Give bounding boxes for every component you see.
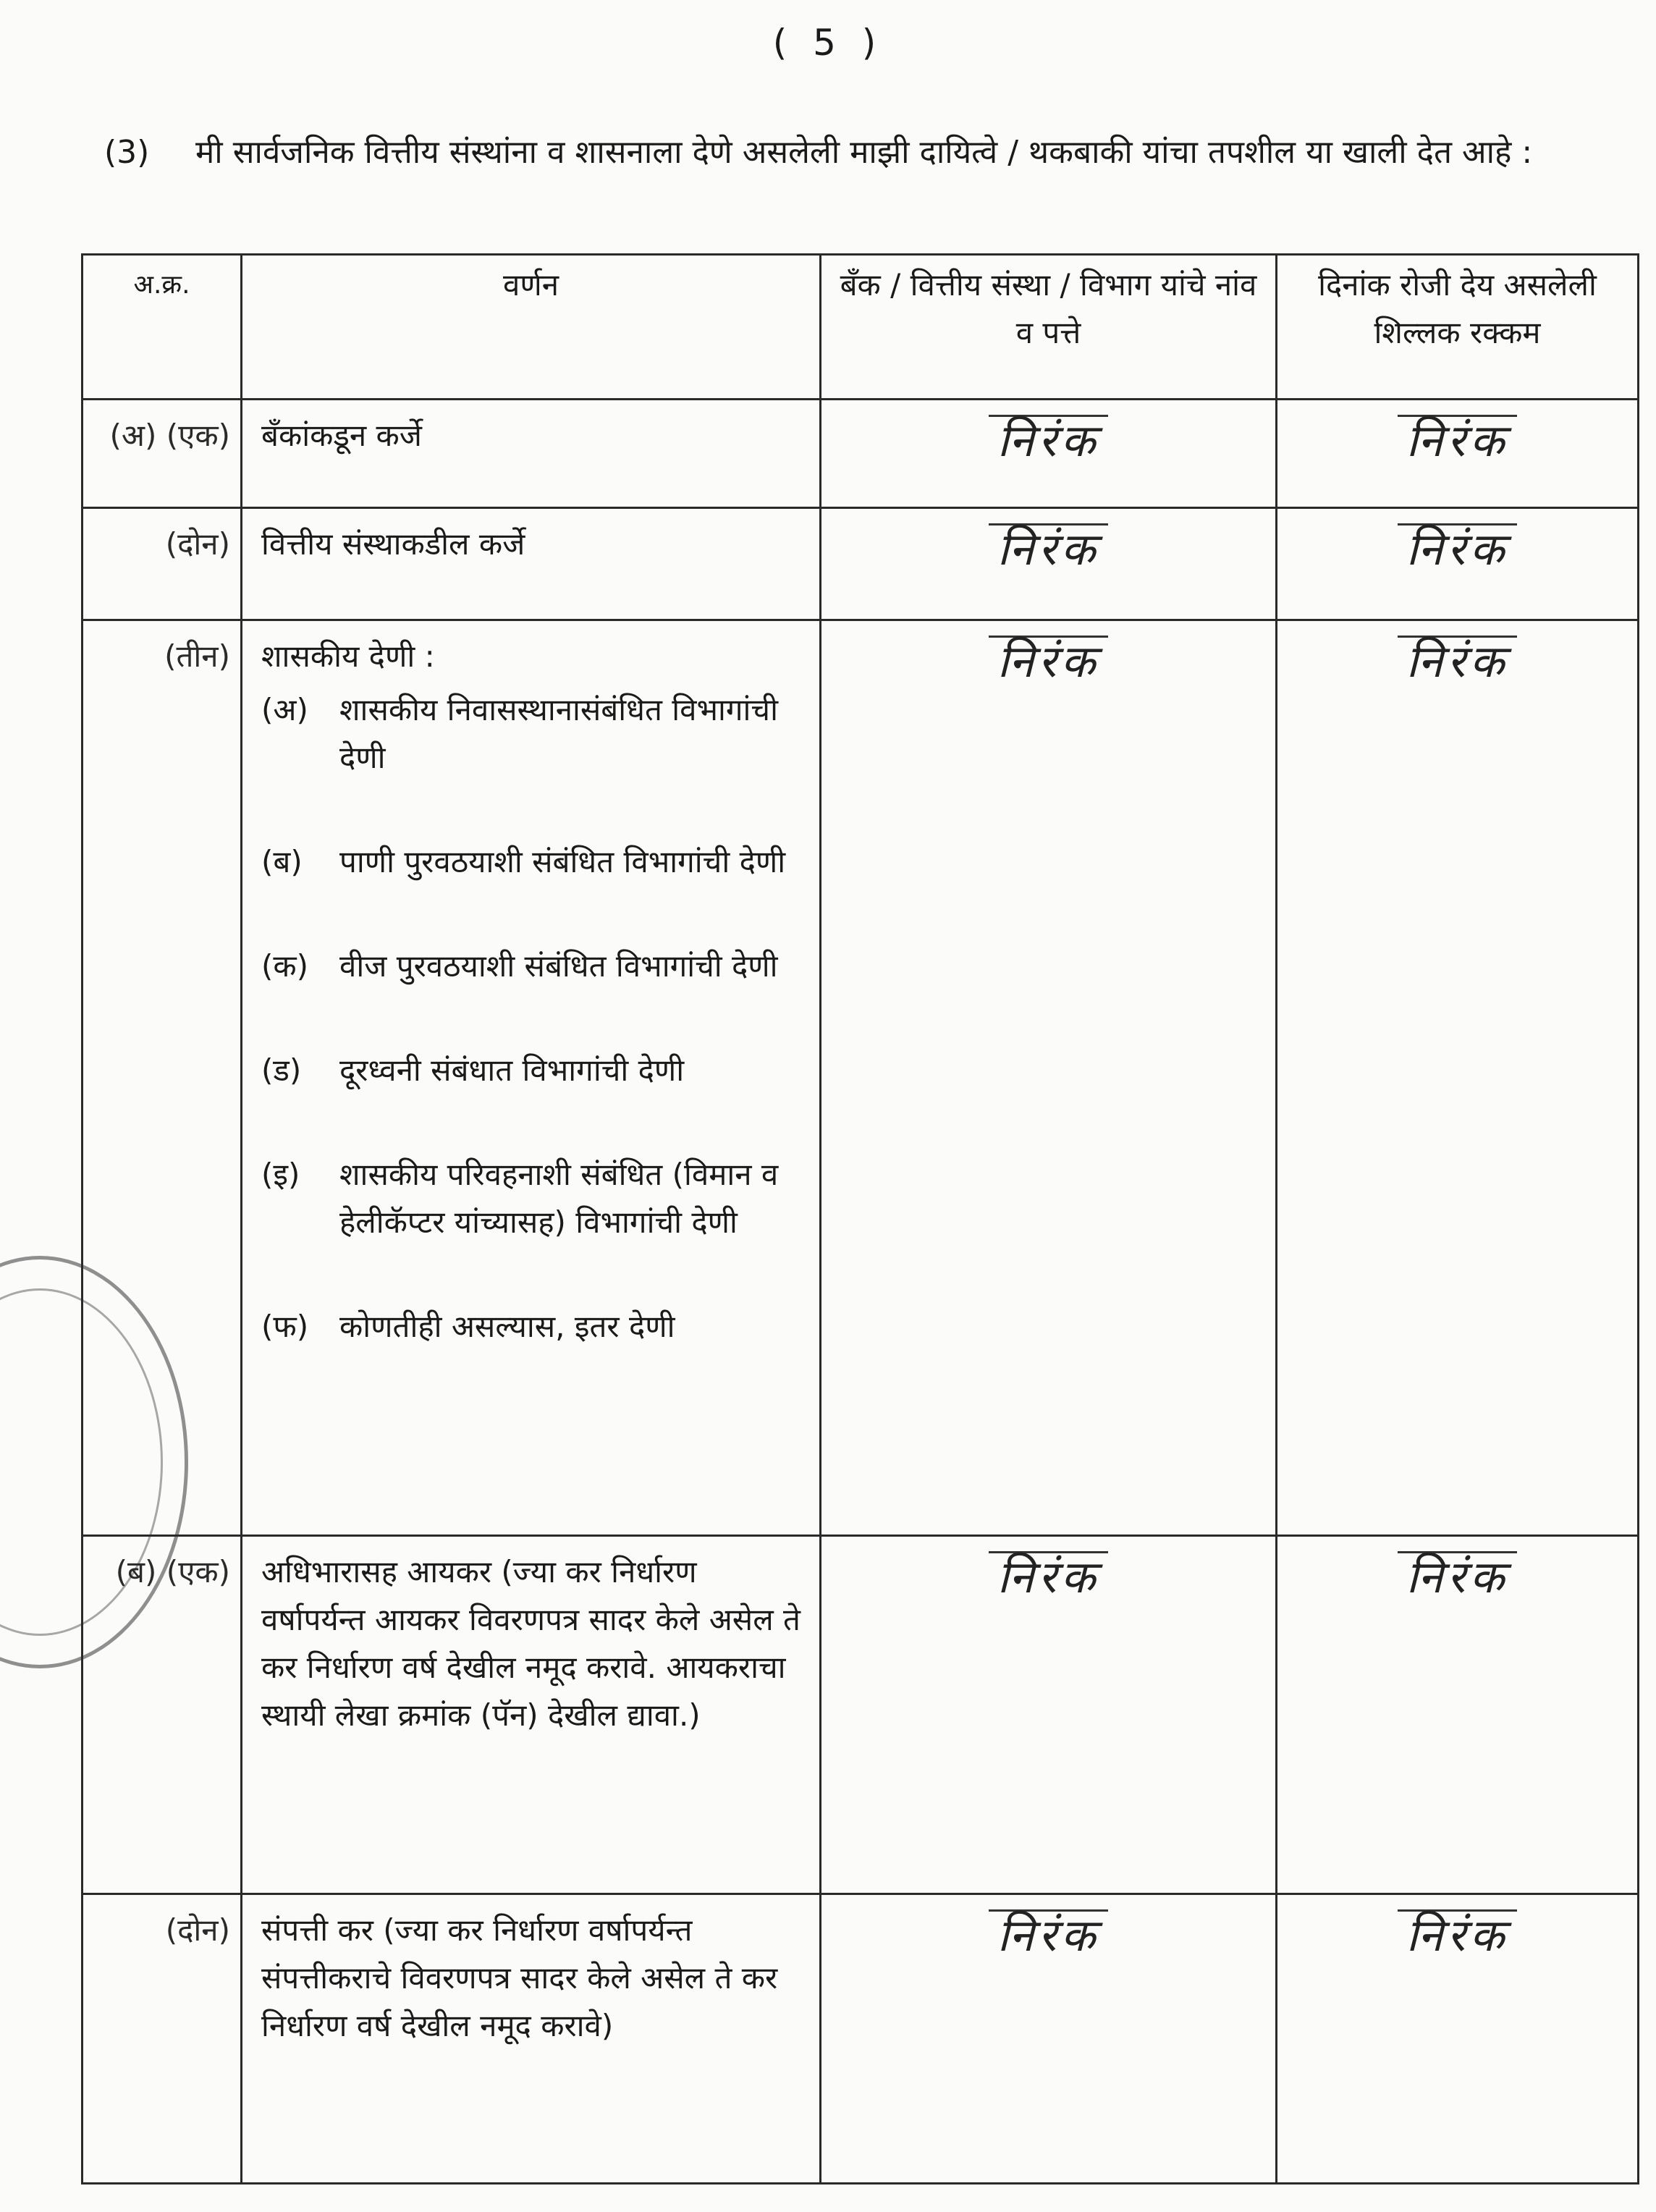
row-amount-entry: निरंक bbox=[1277, 1894, 1639, 2184]
row-amount-entry: निरंक bbox=[1277, 1536, 1639, 1894]
table-row bbox=[83, 1894, 1639, 2184]
table-row bbox=[83, 400, 1639, 508]
sub-item bbox=[261, 1151, 805, 1246]
row-serial: (अ) (एक) bbox=[83, 400, 242, 508]
table-row bbox=[83, 620, 1639, 1536]
header-amount: दिनांक रोजी देय असलेली शिल्लक रक्कम bbox=[1277, 255, 1639, 400]
row-amount-entry: निरंक bbox=[1277, 508, 1639, 620]
table-row bbox=[83, 1536, 1639, 1894]
sub-item-text: वीज पुरवठयाशी संबंधित विभागांची देणी bbox=[339, 948, 778, 984]
sub-item-label: (क) bbox=[261, 948, 309, 984]
sub-item-label: (फ) bbox=[261, 1309, 309, 1344]
row-serial: (दोन) bbox=[83, 508, 242, 620]
sub-item-text: दूरध्वनी संबंधात विभागांची देणी bbox=[339, 1052, 685, 1088]
intro-number: (3) bbox=[104, 134, 150, 171]
sub-item-text: पाणी पुरवठयाशी संबंधित विभागांची देणी bbox=[339, 844, 786, 879]
sub-item-label: (इ) bbox=[261, 1157, 300, 1192]
sub-item bbox=[261, 686, 805, 782]
table-header-row bbox=[83, 255, 1639, 400]
row-bank-entry: निरंक bbox=[821, 1536, 1277, 1894]
table-row bbox=[83, 508, 1639, 620]
sub-item bbox=[261, 1303, 805, 1351]
row-description bbox=[242, 620, 821, 1536]
sub-item-label: (ब) bbox=[261, 844, 303, 879]
row-serial: (ब) (एक) bbox=[83, 1536, 242, 1894]
page-number: ( 5 ) bbox=[772, 22, 884, 64]
row-bank-entry: निरंक bbox=[821, 400, 1277, 508]
sub-heading: शासकीय देणी : bbox=[261, 638, 435, 674]
sub-item-text: कोणतीही असल्यास, इतर देणी bbox=[339, 1309, 675, 1344]
row-serial: (दोन) bbox=[83, 1894, 242, 2184]
sub-item bbox=[261, 838, 805, 886]
header-description: वर्णन bbox=[242, 255, 821, 400]
sub-item-label: (अ) bbox=[261, 692, 308, 727]
header-bank: बँक / वित्तीय संस्था / विभाग यांचे नांव व पत्ते bbox=[821, 255, 1277, 400]
row-amount-entry: निरंक bbox=[1277, 400, 1639, 508]
sub-item-text: शासकीय निवासस्थानासंबंधित विभागांची देणी bbox=[339, 692, 778, 775]
intro-paragraph bbox=[104, 122, 1636, 184]
sub-item bbox=[261, 942, 805, 990]
row-bank-entry: निरंक bbox=[821, 508, 1277, 620]
sub-item bbox=[261, 1047, 805, 1094]
row-amount-entry: निरंक bbox=[1277, 620, 1639, 1536]
row-description: अधिभारासह आयकर (ज्या कर निर्धारण वर्षापर्यन्त आयकर विवरणपत्र सादर केले असेल ते कर निर्धारण वर्ष देखील नमूद करावे. आयकराचा स्थायी लेखा क्रमांक (पॅन) देखील द्यावा.) bbox=[242, 1536, 821, 1894]
liabilities-table bbox=[81, 253, 1639, 2184]
row-serial: (तीन) bbox=[83, 620, 242, 1536]
row-bank-entry: निरंक bbox=[821, 1894, 1277, 2184]
row-description: बँकांकडून कर्जे bbox=[242, 400, 821, 508]
header-serial: अ.क्र. bbox=[83, 255, 242, 400]
sub-item-text: शासकीय परिवहनाशी संबंधित (विमान व हेलीकॅप्टर यांच्यासह) विभागांची देणी bbox=[339, 1157, 779, 1240]
intro-text: मी सार्वजनिक वित्तीय संस्थांना व शासनाला देणे असलेली माझी दायित्वे / थकबाकी यांचा तपशील या खाली देत आहे : bbox=[195, 134, 1533, 171]
sub-item-label: (ड) bbox=[261, 1052, 302, 1088]
row-description: वित्तीय संस्थाकडील कर्जे bbox=[242, 508, 821, 620]
row-description: संपत्ती कर (ज्या कर निर्धारण वर्षापर्यन्त संपत्तीकराचे विवरणपत्र सादर केले असेल ते कर निर्धारण वर्ष देखील नमूद करावे) bbox=[242, 1894, 821, 2184]
row-bank-entry: निरंक bbox=[821, 620, 1277, 1536]
